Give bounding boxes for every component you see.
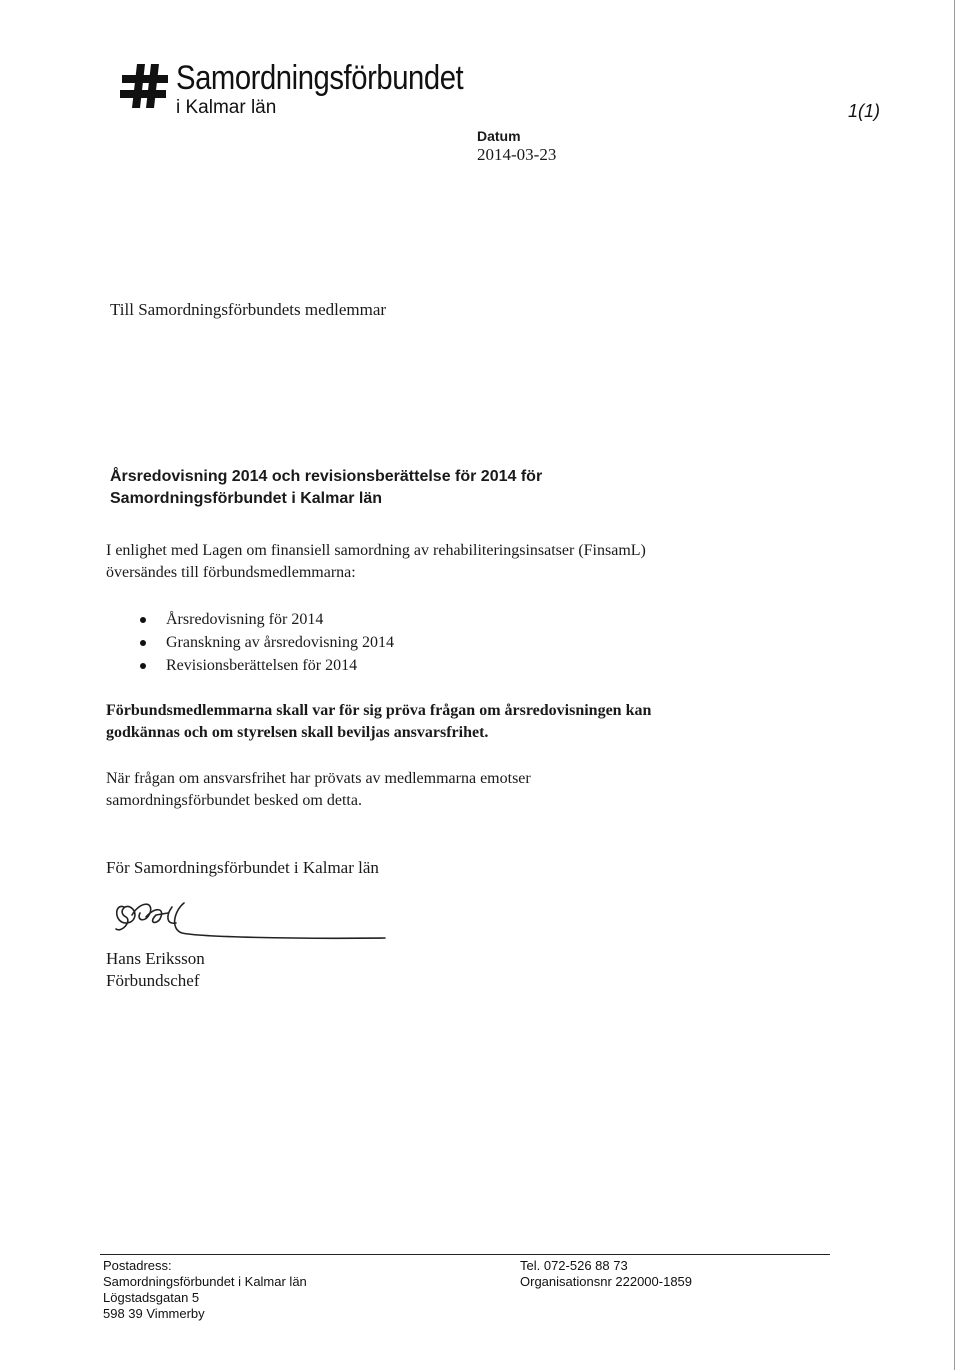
- handwritten-signature: [110, 893, 395, 945]
- footer-address: [103, 1258, 307, 1322]
- subject-line-1: Årsredovisning 2014 och revisionsberättelse för 2014 för: [110, 468, 543, 485]
- date-label: Datum: [477, 128, 521, 144]
- response-line-1: När frågan om ansvarsfrihet har prövats av medlemmarna emotser: [106, 770, 531, 787]
- footer-contact: [520, 1258, 692, 1290]
- signer-block: [106, 948, 205, 992]
- response-line-2: samordningsförbundet besked om detta.: [106, 792, 362, 809]
- footer-address-name: Samordningsförbundet i Kalmar län: [103, 1274, 307, 1289]
- closing-line: För Samordningsförbundet i Kalmar län: [106, 858, 379, 877]
- subject-line-2: Samordningsförbundet i Kalmar län: [110, 490, 383, 507]
- recipient-line: Till Samordningsförbundets medlemmar: [110, 300, 387, 319]
- org-region: i Kalmar län: [176, 97, 277, 118]
- footer-city: 598 39 Vimmerby: [103, 1306, 205, 1321]
- subject-heading: [110, 466, 542, 510]
- footer-address-label: Postadress:: [103, 1258, 172, 1273]
- review-paragraph: [106, 700, 651, 744]
- footer-org-number: Organisationsnr 222000-1859: [520, 1274, 693, 1289]
- hash-logo-icon: [120, 62, 172, 110]
- footer-phone: Tel. 072-526 88 73: [520, 1258, 628, 1273]
- scan-edge-line: [954, 0, 955, 1370]
- date-value: 2014-03-23: [477, 145, 557, 164]
- review-line-1: Förbundsmedlemmarna skall var för sig pröva frågan om årsredovisningen kan: [106, 702, 652, 719]
- enclosure-list: [140, 608, 394, 677]
- intro-line-2: översändes till förbundsmedlemmarna:: [106, 564, 356, 581]
- page-count: 1(1): [848, 101, 881, 121]
- signer-title: Förbundschef: [106, 971, 200, 990]
- response-paragraph: [106, 768, 531, 812]
- intro-paragraph: [106, 540, 646, 584]
- list-item: Granskning av årsredovisning 2014: [140, 631, 394, 654]
- footer-street: Lögstadsgatan 5: [103, 1290, 200, 1305]
- intro-line-1: I enlighet med Lagen om finansiell samordning av rehabiliteringsinsatser (FinsamL): [106, 542, 646, 559]
- list-item: Revisionsberättelsen för 2014: [140, 654, 394, 677]
- footer-divider: [100, 1254, 830, 1255]
- review-line-2: godkännas och om styrelsen skall beviljas ansvarsfrihet.: [106, 724, 489, 741]
- signer-name: Hans Eriksson: [106, 949, 205, 968]
- org-name: Samordningsförbundet: [176, 59, 464, 97]
- list-item: Årsredovisning för 2014: [140, 608, 394, 631]
